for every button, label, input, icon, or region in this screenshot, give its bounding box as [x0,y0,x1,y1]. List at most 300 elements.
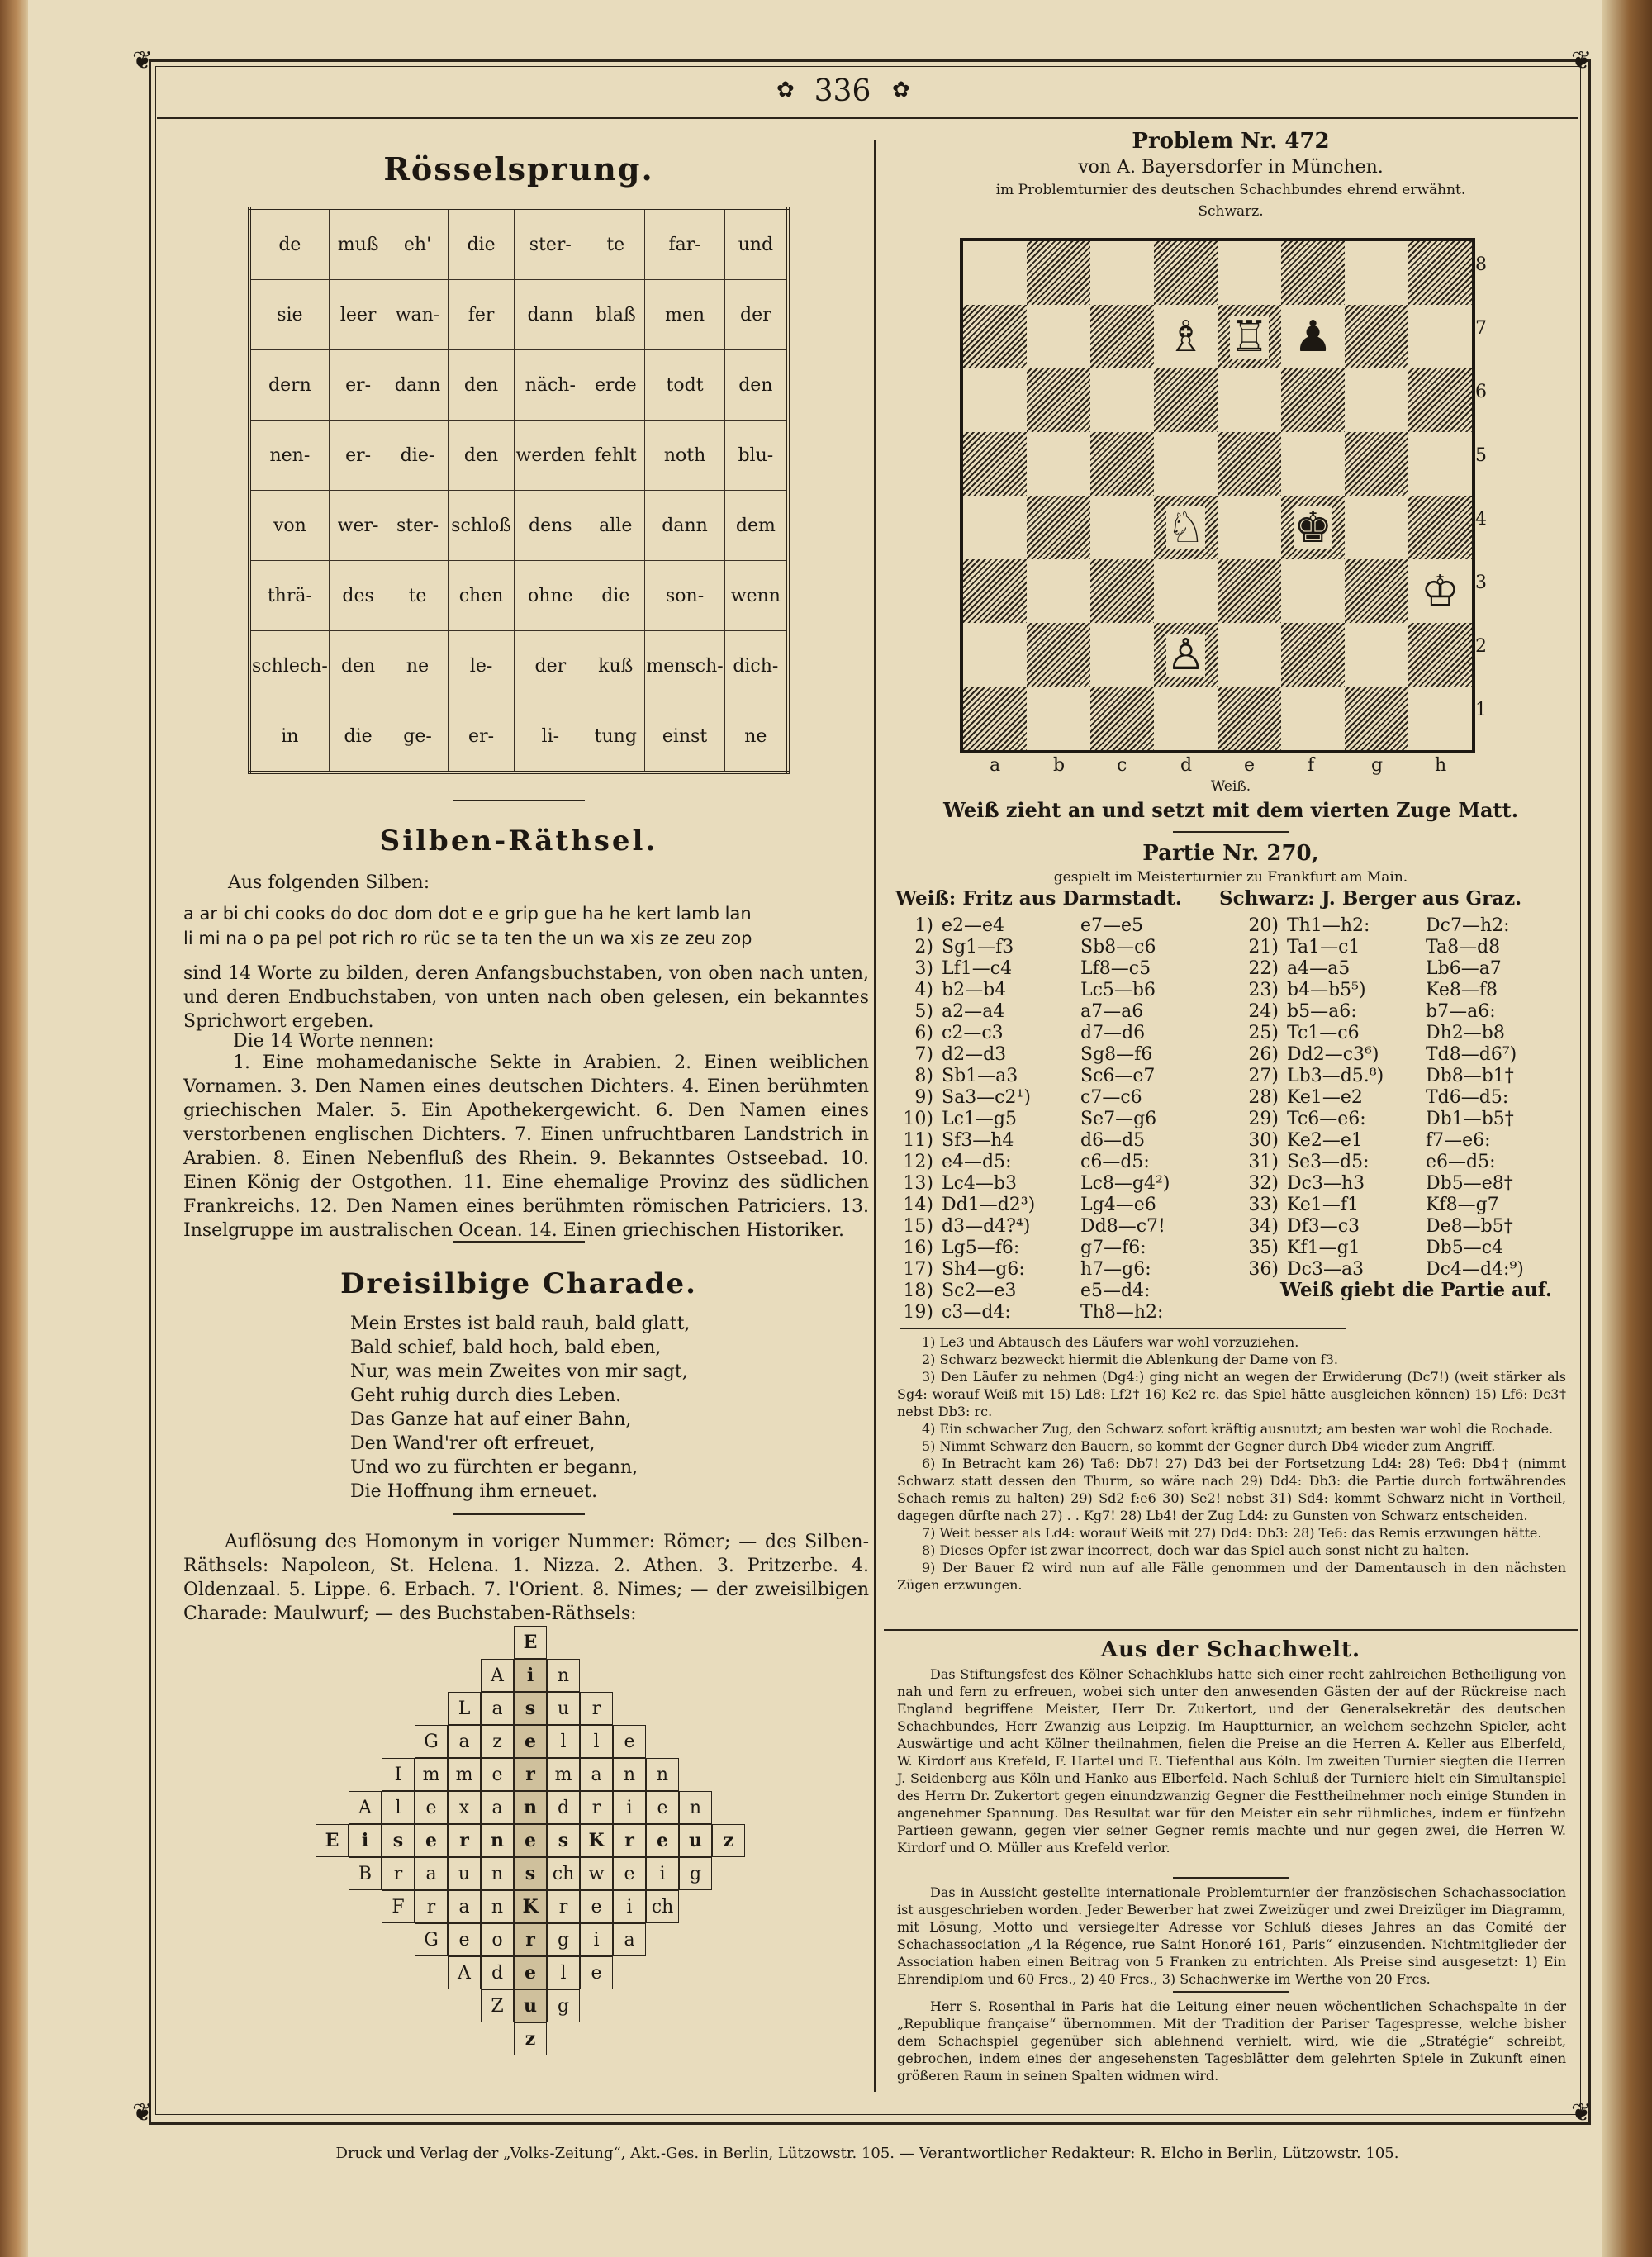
puzzle-letter-cell: r [514,1923,547,1956]
white-move: d2—d3 [942,1044,1007,1065]
board-square [963,687,1027,750]
puzzle-letter-cell: E [316,1824,349,1857]
schachwelt-title: Aus der Schachwelt. [1100,1637,1361,1662]
move-number: 22) [1248,958,1279,979]
black-move: Ta8—d8 [1426,937,1501,957]
move-number: 5) [914,1001,933,1022]
grid-cell: die- [387,421,448,491]
puzzle-letter-cell: o [481,1923,514,1956]
puzzle-letter-cell: i [613,1890,646,1923]
board-square [1090,687,1154,750]
white-player: Weiß: Fritz aus Darmstadt. [895,887,1182,910]
move-number: 11) [903,1130,933,1151]
move-number: 29) [1248,1109,1279,1129]
board-square [1027,432,1090,496]
puzzle-letter-cell: a [481,1692,514,1725]
board-square [1218,368,1281,432]
puzzle-letter-cell: e [415,1791,448,1824]
puzzle-letter-cell: n [481,1824,514,1857]
board-square [1345,368,1408,432]
puzzle-letter-cell: e [580,1956,613,1989]
page-edge [1602,0,1652,2257]
board-square [1154,623,1218,687]
rank-label: 6 [1475,382,1487,402]
board-square [1154,241,1218,305]
white-move: Lc4—b3 [942,1173,1018,1194]
black-move: Db5—c4 [1426,1238,1504,1258]
grid-cell: schloß [448,491,515,561]
move-row [890,1216,1237,1238]
move-row [890,1044,1237,1066]
puzzle-letter-cell: d [481,1956,514,1989]
silben-clues: 1. Eine mohamedanische Sekte in Arabien. 2. Einen weiblichen Vornamen. 3. Den Namen eines deutschen Dichters. 4. Einen berühmten griechischen Maler. 5. Ein Apothekergewicht. 6. Den Namen eines verstorbenen englischen Dichters. 7. Einen unfruchtbaren Landstrich in Arabien. 8. Einen Nebenfluß des Rhein. 9. Bekanntes Ostseebad. 10. Einen König der Ostgothen. 11. Eine ehemalige Provinz des südlichen Frankreichs. 12. Den Namen eines berühmten römischen Patriciers. 13. Inselgruppe im australischen Ocean. 14. Einen griechischen Historiker. [183,1052,869,1241]
move-number: 32) [1248,1173,1279,1194]
move-number: 10) [903,1109,933,1129]
board-square [1218,241,1281,305]
grid-cell: der [724,280,788,350]
board-square [1218,496,1281,559]
move-row [1236,1238,1574,1259]
puzzle-letter-cell: n [481,1890,514,1923]
puzzle-letter-cell: s [514,1692,547,1725]
board-square [1408,368,1472,432]
puzzle-letter-cell: l [547,1725,580,1758]
board-square [1154,305,1218,368]
file-label: c [1117,755,1127,776]
footnote: 4) Ein schwacher Zug, den Schwarz sofort kräftig ausnutzt; am besten war wohl die Rochade. [922,1421,1554,1437]
puzzle-letter-cell: L [448,1692,481,1725]
rank-label: 8 [1475,254,1487,275]
white-move: Lf1—c4 [942,958,1013,979]
chess-piece-icon: ♘ [1166,502,1205,553]
move-number: 28) [1248,1087,1279,1108]
grid-cell: der [515,631,586,701]
black-move: Td6—d5: [1426,1087,1509,1108]
puzzle-letter-cell: i [580,1923,613,1956]
board-square [1408,496,1472,559]
puzzle-letter-cell: G [415,1725,448,1758]
silben-clues-intro: Die 14 Worte nennen: [233,1031,434,1052]
board-square [1345,305,1408,368]
puzzle-letter-cell: w [580,1857,613,1890]
footnote: 7) Weit besser als Ld4: worauf Weiß mit 27) Dd4: Db3: 28) Te6: das Remis erzwungen hätte. [922,1525,1542,1541]
board-square [1090,432,1154,496]
white-move: e4—d5: [942,1152,1012,1172]
grid-cell: de [249,208,329,280]
move-number: 36) [1248,1259,1279,1280]
poem-line: Den Wand'rer oft erfreuet, [350,1433,596,1454]
move-row [890,1302,1237,1323]
move-row [1236,1152,1574,1173]
move-row [1236,1259,1574,1281]
black-move: d6—d5 [1080,1130,1146,1151]
board-square [1281,241,1345,305]
page-binding [0,0,28,2257]
board-square [1154,687,1218,750]
board-square [963,432,1027,496]
puzzle-letter-cell: r [514,1758,547,1791]
puzzle-letter-cell: u [679,1824,712,1857]
grid-cell: den [448,350,515,421]
board-square [1090,623,1154,687]
white-move: Kf1—g1 [1287,1238,1360,1258]
footnote: 6) In Betracht kam 26) Ta6: Db7! 27) Dd3 bei der Fortsetzung Ld4: 28) Te6: Db4† (nimmt Schwarz statt dessen den Thurm, so wäre nach 29) Dd4: Db3: die Partie durch fortwährendes Schach remis zu halten) 29) Sd2 f:e6 30) Se2! nebst 31) Sd4: kommt Schwarz nicht in Vortheil, dagegen dürfte nach 27) . . Kg7! 28) Lb4! der Zug Ld4: zu Gunsten von Schwarz entscheiden. [897,1456,1566,1523]
move-row [890,1130,1237,1152]
white-label: Weiß. [1210,778,1251,795]
board-square [1027,623,1090,687]
board-square [1027,305,1090,368]
board-square [1345,623,1408,687]
grid-cell: einst [645,701,724,773]
footnote: 2) Schwarz bezweckt hiermit die Ablenkung der Dame von f3. [922,1352,1338,1367]
black-move: Lc5—b6 [1080,980,1156,1000]
move-row [890,915,1237,937]
puzzle-letter-cell: E [514,1626,547,1659]
board-square [1408,241,1472,305]
puzzle-letter-cell: a [448,1725,481,1758]
grid-cell: ge- [387,701,448,773]
move-row [890,1173,1237,1195]
poem-line: Mein Erstes ist bald rauh, bald glatt, [350,1314,691,1334]
white-move: d3—d4?⁴) [942,1216,1031,1237]
file-label: h [1435,755,1447,776]
move-row [1236,1195,1574,1216]
section-rule [884,1629,1578,1631]
grid-cell: leer [329,280,387,350]
move-row [1236,1109,1574,1130]
silben-title: Silben-Räthsel. [379,824,658,858]
grid-cell: werden [515,421,586,491]
black-move: Kf8—g7 [1426,1195,1499,1215]
grid-cell: ne [387,631,448,701]
puzzle-letter-cell: i [613,1791,646,1824]
move-number: 35) [1248,1238,1279,1258]
problem-task: Weiß zieht an und setzt mit dem vierten Zuge Matt. [942,798,1519,822]
board-square [1281,368,1345,432]
puzzle-letter-cell: e [481,1758,514,1791]
problem-note: im Problemturnier des deutschen Schachbundes ehrend erwähnt. [995,182,1466,198]
grid-cell: mensch- [645,631,724,701]
white-move: Lb3—d5.⁸) [1287,1066,1384,1086]
chess-piece-icon: ♙ [1166,630,1205,680]
puzzle-letter-cell: A [481,1659,514,1692]
flourish-left-icon: ✿ [776,78,795,102]
move-number: 23) [1248,980,1279,1000]
partie-title: Partie Nr. 270, [1142,841,1319,866]
puzzle-letter-cell: d [547,1791,580,1824]
puzzle-letter-cell: K [580,1824,613,1857]
file-label: a [990,755,1001,776]
puzzle-letter-cell: G [415,1923,448,1956]
grid-cell: wer- [329,491,387,561]
moves-right [1236,915,1574,1281]
black-move: Dc7—h2: [1426,915,1510,936]
move-number: 15) [903,1216,933,1237]
grid-cell: und [724,208,788,280]
white-move: Sb1—a3 [942,1066,1018,1086]
puzzle-letter-cell: n [679,1791,712,1824]
grid-cell: blu- [724,421,788,491]
board-square [1027,496,1090,559]
footnote: 9) Der Bauer f2 wird nun auf alle Fälle genommen und der Damentausch in den nächsten Zügen erzwungen. [897,1560,1566,1593]
grid-cell: er- [448,701,515,773]
black-move: f7—e6: [1426,1130,1491,1151]
puzzle-letter-cell: A [349,1791,382,1824]
move-number: 26) [1248,1044,1279,1065]
board-square [1345,687,1408,750]
grid-cell: dem [724,491,788,561]
grid-row [249,491,788,561]
silben-intro: Aus folgenden Silben: [228,872,430,893]
white-move: Tc1—c6 [1287,1023,1360,1043]
move-number: 1) [914,915,933,936]
move-row [890,1281,1237,1302]
puzzle-letter-cell: a [613,1923,646,1956]
puzzle-letter-cell: A [448,1956,481,1989]
black-move: e5—d4: [1080,1281,1151,1301]
board-square [1154,368,1218,432]
white-move: Ke1—e2 [1287,1087,1363,1108]
board-square [1218,687,1281,750]
grid-cell: ster- [515,208,586,280]
grid-cell: wan- [387,280,448,350]
grid-cell: dann [387,350,448,421]
header-rule [157,117,1578,119]
black-move: Th8—h2: [1080,1302,1164,1323]
move-row [1236,980,1574,1001]
board-square [1408,623,1472,687]
board-square [1218,559,1281,623]
puzzle-letter-cell: e [580,1890,613,1923]
grid-cell: er- [329,421,387,491]
poem-line: Nur, was mein Zweites von mir sagt, [350,1361,688,1382]
board-square [963,305,1027,368]
grid-cell: wenn [724,561,788,631]
rank-label: 5 [1475,445,1487,466]
move-row [1236,1001,1574,1023]
notes-rule [900,1328,1346,1329]
board-square [1408,687,1472,750]
puzzle-letter-cell: a [415,1857,448,1890]
file-label: f [1308,755,1315,776]
black-move: c6—d5: [1080,1152,1150,1172]
white-move: b2—b4 [942,980,1007,1000]
column-divider [874,140,876,2092]
puzzle-letter-cell: e [514,1824,547,1857]
letter-puzzle-solution [307,1626,753,2072]
puzzle-letter-cell: m [448,1758,481,1791]
puzzle-letter-cell: a [580,1758,613,1791]
corner-ornament-icon: ❦ [132,2098,154,2127]
grid-cell: von [249,491,329,561]
corner-ornament-icon: ❦ [1571,46,1593,75]
board-square [1090,368,1154,432]
grid-cell: schlech- [249,631,329,701]
silben-task: sind 14 Worte zu bilden, deren Anfangsbuchstaben, von oben nach unten, und deren Endbuchstaben, von unten nach oben gelesen, ein bekanntes Sprichwort ergeben. [183,963,869,1032]
move-row [1236,1044,1574,1066]
section-rule [1173,1877,1289,1879]
puzzle-letter-cell: i [514,1659,547,1692]
schachwelt-paragraph-1: Das Stiftungsfest des Kölner Schachklubs hatte sich einer recht zahlreichen Betheiligung von nah und fern zu erfreuen, wobei sich unter den anwesenden Gästen der auf der Rückreise nach England begriffene Meister, Herr Dr. Zukertort, und der Generalsekretär des deutschen Schachbundes, Herr Zwanzig aus Leipzig. Im Hauptturnier, an welchem sechzehn Spieler, acht Auswärtige und acht Kölner theilnahmen, fielen die Preise an die Herren A. Keller aus Elberfeld, W. Kirdorf aus Krefeld, F. Hartel und E. Tiefenthal aus Köln. Im zweiten Turnier siegten die Herren J. Seidenberg aus Köln und Hanko aus Elberfeld. Nach Schluß der Turniere hielt ein Simultanspiel des Herrn Dr. Zukertort gegen einundzwanzig Gegner die Festtheilnehmer noch einige Stunden in angenehmer Spannung. Das Resultat war für den Meister ein sehr rühmliches, indem er fünfzehn Partieen gewann, gegen vier seiner Gegner remis machte und nur gegen zwei, die Herren W. Kirdorf und O. Müller aus Krefeld verlor. [897,1666,1566,1855]
black-move: Td8—d6⁷) [1426,1044,1517,1065]
puzzle-letter-cell: u [514,1989,547,2022]
puzzle-letter-cell: I [382,1758,415,1791]
grid-cell: die [329,701,387,773]
move-row [890,1238,1237,1259]
move-row [890,980,1237,1001]
move-row [1236,1130,1574,1152]
chess-piece-icon: ♚ [1294,502,1332,553]
puzzle-letter-cell: r [448,1824,481,1857]
board-square [1218,623,1281,687]
puzzle-letter-cell: a [448,1890,481,1923]
board-square [1090,559,1154,623]
move-number: 18) [903,1281,933,1301]
move-number: 6) [914,1023,933,1043]
puzzle-letter-cell: l [382,1791,415,1824]
move-number: 4) [914,980,933,1000]
grid-cell: des [329,561,387,631]
puzzle-letter-cell: e [448,1923,481,1956]
move-row [890,958,1237,980]
move-row [890,1109,1237,1130]
board-square [1027,368,1090,432]
move-number: 25) [1248,1023,1279,1043]
move-number: 31) [1248,1152,1279,1172]
puzzle-letter-cell: r [382,1857,415,1890]
black-move: a7—a6 [1080,1001,1144,1022]
corner-ornament-icon: ❦ [132,46,154,75]
footnote: 3) Den Läufer zu nehmen (Dg4:) ging nicht an wegen der Erwiderung (Dc7!) (weit stärker als Sg4: worauf Weiß mit 15) Ld8: Lf2† 16) Ke2 rc. das Spiel hätte ausgleichen können) 15) Lf6: Dc3† nebst Db3: rc. [897,1369,1566,1419]
chess-piece-icon: ♗ [1166,311,1205,362]
move-row [890,1152,1237,1173]
schachwelt-paragraph-3: Herr S. Rosenthal in Paris hat die Leitung einer neuen wöchentlichen Schachspalte in der „Republique française“ übernommen. Mit der Tradition der Pariser Tagespresse, welche bisher dem Schachspiel gegenüber sich ablehnend verhielt, wird, wie die „Stratégie“ schreibt, gebrochen, indem eines der angesehensten Tagesblätter dem gelehrten Spiele in Zukunft einen größeren Raum in seinen Spalten widmen wird. [897,1998,1566,2084]
puzzle-letter-cell: n [547,1659,580,1692]
black-move: Sb8—c6 [1080,937,1156,957]
move-number: 9) [914,1087,933,1108]
file-label: d [1180,755,1193,776]
black-move: Dh2—b8 [1426,1023,1505,1043]
board-square [1345,496,1408,559]
puzzle-letter-cell: e [613,1857,646,1890]
grid-row [249,701,788,773]
grid-cell: thrä- [249,561,329,631]
grid-row [249,280,788,350]
section-rule [453,1241,585,1243]
board-square [1027,241,1090,305]
black-move: Sg8—f6 [1080,1044,1153,1065]
move-number: 8) [914,1066,933,1086]
white-move: e2—e4 [942,915,1005,936]
board-square [1345,241,1408,305]
puzzle-letter-cell: r [580,1692,613,1725]
puzzle-letter-cell: r [547,1890,580,1923]
board-square [1027,559,1090,623]
board-square [1154,496,1218,559]
puzzle-letter-cell: Z [481,1989,514,2022]
section-rule [453,800,585,801]
poem-line: Bald schief, bald hoch, bald eben, [350,1338,662,1358]
board-square [1218,432,1281,496]
grid-cell: tung [586,701,645,773]
puzzle-letter-cell: e [514,1956,547,1989]
white-move: Dd1—d2³) [942,1195,1036,1215]
poem-line: Das Ganze hat auf einer Bahn, [350,1409,632,1430]
move-number: 16) [903,1238,933,1258]
black-move: d7—d6 [1080,1023,1146,1043]
grid-cell: den [724,350,788,421]
grid-cell: fer [448,280,515,350]
puzzle-letter-cell: u [448,1857,481,1890]
grid-cell: nen- [249,421,329,491]
white-move: Lc1—g5 [942,1109,1018,1129]
grid-cell: dern [249,350,329,421]
chess-piece-icon: ♖ [1230,311,1269,362]
move-row [1236,1173,1574,1195]
puzzle-letter-cell: e [415,1824,448,1857]
grid-cell: näch- [515,350,586,421]
black-move: e7—e5 [1080,915,1144,936]
move-row [890,1087,1237,1109]
section-rule [1173,1991,1289,1993]
puzzle-letter-cell: x [448,1791,481,1824]
white-move: Df3—c3 [1287,1216,1360,1237]
grid-row [249,208,788,280]
white-move: c3—d4: [942,1302,1011,1323]
move-row [890,937,1237,958]
white-move: Sf3—h4 [942,1130,1014,1151]
board-square [1345,559,1408,623]
grid-cell: te [586,208,645,280]
puzzle-letter-cell: g [547,1923,580,1956]
black-move: Se7—g6 [1080,1109,1157,1129]
rank-label: 1 [1475,700,1487,720]
chess-piece-icon: ♔ [1421,566,1460,616]
black-player: Schwarz: J. Berger aus Graz. [1219,887,1522,910]
grid-cell: te [387,561,448,631]
grid-cell: ster- [387,491,448,561]
grid-cell: le- [448,631,515,701]
silben-syllables-1: a ar bi chi cooks do doc dom dot e e grip gue ha he kert lamb lan [183,904,752,924]
footnote: 8) Dieses Opfer ist zwar incorrect, doch war das Spiel auch sonst nicht zu halten. [922,1542,1469,1558]
move-row [890,1195,1237,1216]
white-move: Dc3—h3 [1287,1173,1365,1194]
board-square [1345,432,1408,496]
grid-cell: erde [586,350,645,421]
poem-line: Und wo zu fürchten er begann, [350,1457,638,1478]
black-label: Schwarz. [1198,203,1264,220]
puzzle-letter-cell: r [613,1824,646,1857]
white-move: Dd2—c3⁶) [1287,1044,1379,1065]
partie-result: Weiß giebt die Partie auf. [1280,1279,1552,1301]
page-number: 336 [814,74,871,108]
move-number: 24) [1248,1001,1279,1022]
file-label: e [1244,755,1256,776]
grid-cell: den [448,421,515,491]
grid-cell: todt [645,350,724,421]
section-rule [1173,831,1289,833]
footnotes [897,1333,1566,1594]
move-number: 33) [1248,1195,1279,1215]
black-move: c7—c6 [1080,1087,1142,1108]
black-move: Lc8—g4²) [1080,1173,1170,1194]
black-move: Dc4—d4:⁹) [1426,1259,1524,1280]
charade-title: Dreisilbige Charade. [340,1267,697,1300]
flourish-right-icon: ✿ [892,78,910,102]
puzzle-letter-cell: F [382,1890,415,1923]
puzzle-letter-cell: z [514,2022,547,2055]
black-move: Db8—b1† [1426,1066,1514,1086]
